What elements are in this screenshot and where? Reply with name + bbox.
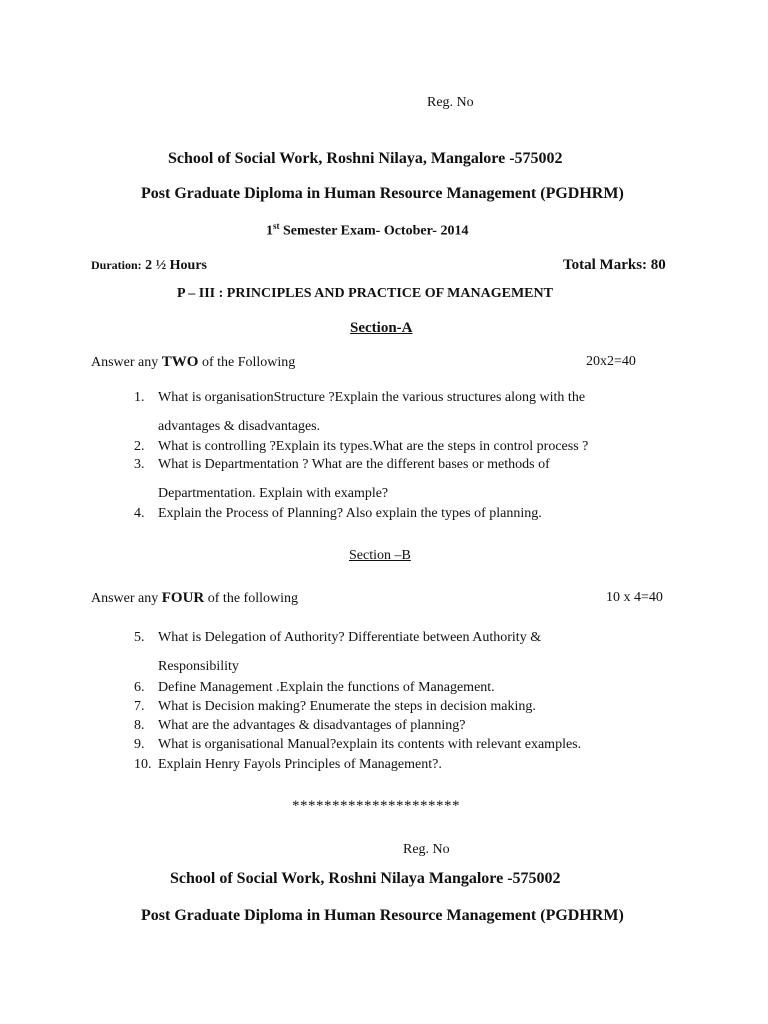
list-item: [134, 439, 588, 455]
question-text: Explain Henry Fayols Principles of Management?.: [158, 757, 442, 772]
question-number: 3.: [134, 457, 145, 472]
question-number: 10.: [134, 757, 152, 772]
list-item: [134, 757, 442, 773]
separator-stars: *********************: [292, 798, 460, 814]
duration-label: Duration:: [91, 258, 142, 272]
instruction-pre: Answer any: [91, 355, 162, 370]
program-title: Post Graduate Diploma in Human Resource Management (PGDHRM): [141, 907, 624, 924]
reg-no-label: Reg. No: [427, 95, 474, 110]
program-title: Post Graduate Diploma in Human Resource Management (PGDHRM): [141, 185, 624, 202]
question-number: 8.: [134, 718, 145, 733]
list-item: [134, 506, 542, 522]
section-a-heading: Section-A: [350, 320, 413, 336]
question-text-continued: Responsibility: [158, 659, 239, 674]
list-item: [134, 680, 495, 696]
instruction-count: FOUR: [161, 590, 205, 606]
paper-title: P – III : PRINCIPLES AND PRACTICE OF MANAGEMENT: [177, 286, 553, 301]
section-a-instruction: [91, 354, 295, 371]
semester-number: 1: [266, 223, 273, 239]
question-text: What is organisational Manual?explain its contents with relevant examples.: [158, 737, 582, 752]
semester-line: [266, 221, 468, 240]
question-text-continued: advantages & disadvantages.: [158, 419, 321, 434]
duration-value: 2 ½ Hours: [145, 258, 208, 273]
list-item: [134, 390, 585, 406]
question-number: 9.: [134, 737, 145, 752]
question-text: What is controlling ?Explain its types.What are the steps in control process ?: [158, 439, 589, 454]
question-text: What is Decision making? Enumerate the steps in decision making.: [158, 699, 536, 714]
instruction-count: TWO: [161, 354, 199, 370]
question-number: 2.: [134, 439, 145, 454]
duration: [91, 258, 207, 274]
list-item: [134, 457, 550, 473]
list-item: [134, 630, 541, 646]
question-text: Define Management .Explain the functions of Management.: [158, 680, 495, 695]
reg-no-label: Reg. No: [403, 842, 450, 857]
section-b-instruction: [91, 590, 298, 607]
question-number: 1.: [134, 390, 145, 405]
school-name: School of Social Work, Roshni Nilaya Mangalore -575002: [170, 870, 561, 887]
question-text: What is organisationStructure ?Explain the various structures along with the: [158, 390, 586, 405]
total-marks: Total Marks: 80: [563, 257, 666, 273]
question-number: 5.: [134, 630, 145, 645]
section-b-marks: 10 x 4=40: [606, 590, 663, 605]
question-text: What is Delegation of Authority? Differentiate between Authority &: [158, 630, 542, 645]
question-number: 6.: [134, 680, 145, 695]
section-b-heading: Section –B: [349, 548, 411, 563]
instruction-post: of the Following: [198, 355, 296, 370]
school-name: School of Social Work, Roshni Nilaya, Mangalore -575002: [168, 150, 563, 167]
question-text: What are the advantages & disadvantages of planning?: [158, 718, 466, 733]
question-text: Explain the Process of Planning? Also explain the types of planning.: [158, 506, 542, 521]
semester-text: Semester Exam- October- 2014: [279, 223, 469, 239]
list-item: [134, 699, 536, 715]
semester-superscript: st: [273, 221, 280, 231]
question-text: What is Departmentation ? What are the different bases or methods of: [158, 457, 550, 472]
instruction-pre: Answer any: [91, 591, 162, 606]
section-a-marks: 20x2=40: [586, 354, 636, 369]
question-number: 7.: [134, 699, 145, 714]
question-number: 4.: [134, 506, 145, 521]
list-item: [134, 718, 466, 734]
instruction-post: of the following: [204, 591, 298, 606]
question-text-continued: Departmentation. Explain with example?: [158, 486, 389, 501]
list-item: [134, 737, 581, 753]
